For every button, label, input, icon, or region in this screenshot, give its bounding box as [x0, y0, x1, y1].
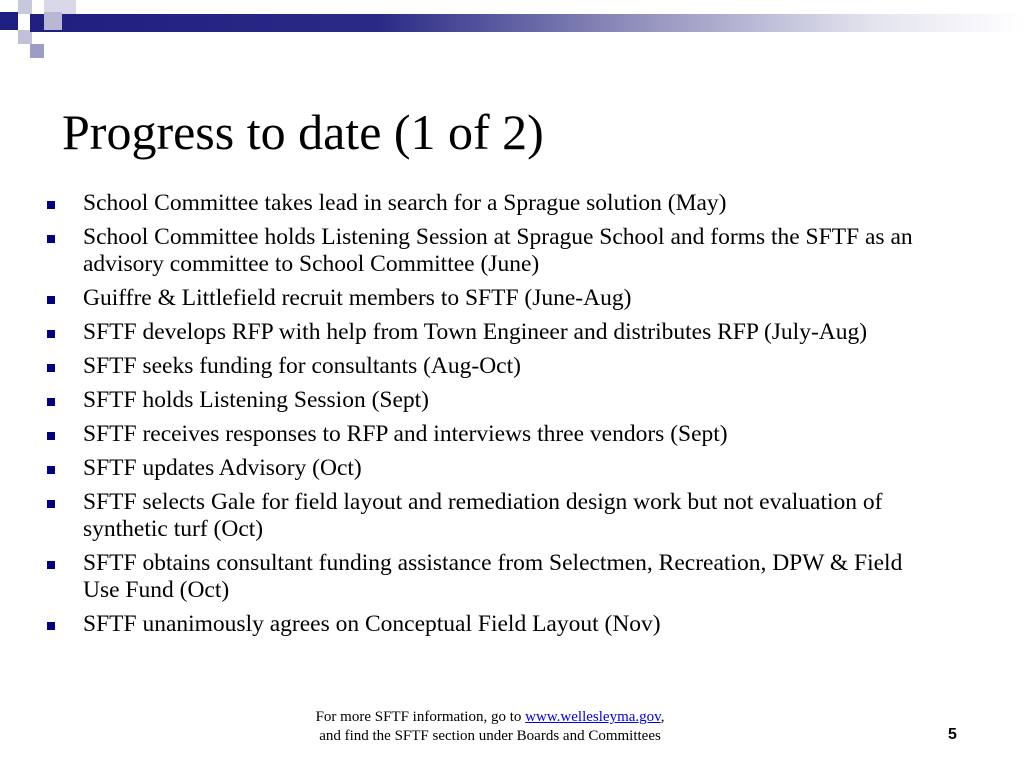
square-bullet-icon: [47, 500, 55, 508]
header-gradient-bar: [30, 14, 1024, 32]
header-square-light: [18, 0, 32, 14]
bullet-item: [44, 190, 924, 217]
bullet-text: SFTF updates Advisory (Oct): [83, 455, 362, 481]
slide-title: Progress to date (1 of 2): [62, 104, 544, 160]
bullet-text: SFTF holds Listening Session (Sept): [83, 387, 430, 413]
footer-link[interactable]: www.wellesleyma.gov: [525, 709, 661, 725]
bullet-item: [44, 550, 924, 604]
bullet-item: [44, 455, 924, 482]
bullet-list: [44, 190, 924, 645]
bullet-text: SFTF selects Gale for field layout and remediation design work but not evaluation of synthetic turf (Oct): [83, 489, 883, 542]
bullet-text: School Committee takes lead in search for a Sprague solution (May): [83, 190, 727, 216]
square-bullet-icon: [47, 296, 55, 304]
bullet-item: [44, 224, 924, 278]
bullet-item: [44, 489, 924, 543]
bullet-item: [44, 353, 924, 380]
header-square-mid: [30, 44, 44, 58]
square-bullet-icon: [47, 235, 55, 243]
header-square-mid: [44, 12, 62, 30]
square-bullet-icon: [47, 330, 55, 338]
footer-prefix: For more SFTF information, go to: [315, 709, 526, 725]
square-bullet-icon: [47, 398, 55, 406]
square-bullet-icon: [47, 201, 55, 209]
bullet-text: SFTF unanimously agrees on Conceptual Field Layout (Nov): [83, 611, 661, 637]
bullet-item: [44, 319, 924, 346]
bullet-text: Guiffre & Littlefield recruit members to SFTF (June-Aug): [83, 285, 632, 311]
bullet-text: SFTF develops RFP with help from Town Engineer and distributes RFP (July-Aug): [83, 319, 868, 345]
page-number: 5: [948, 726, 957, 743]
square-bullet-icon: [47, 432, 55, 440]
bullet-item: [44, 611, 924, 638]
square-bullet-icon: [47, 561, 55, 569]
square-bullet-icon: [47, 364, 55, 372]
bullet-text: SFTF obtains consultant funding assistance from Selectmen, Recreation, DPW & Field Use Fund (Oct): [83, 550, 903, 603]
bullet-item: [44, 421, 924, 448]
header-square-light: [18, 30, 32, 44]
bullet-item: [44, 387, 924, 414]
bullet-text: School Committee holds Listening Session at Sprague School and forms the SFTF as an advisory committee to School Committee (June): [83, 224, 913, 277]
footer-line-1: [240, 708, 740, 727]
header-square-dark: [0, 12, 18, 30]
footer-line-2: and find the SFTF section under Boards and Committees: [319, 728, 661, 744]
bullet-text: SFTF receives responses to RFP and interviews three vendors (Sept): [83, 421, 728, 447]
bullet-item: [44, 285, 924, 312]
footer-suffix: ,: [660, 709, 665, 725]
square-bullet-icon: [47, 622, 55, 630]
footer: [240, 708, 740, 746]
bullet-text: SFTF seeks funding for consultants (Aug-Oct): [83, 353, 521, 379]
square-bullet-icon: [47, 466, 55, 474]
